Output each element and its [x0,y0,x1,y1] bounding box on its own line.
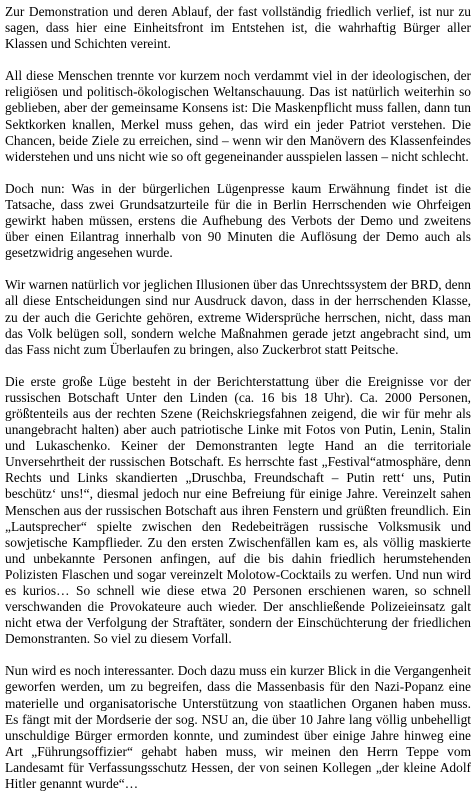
paragraph-4: Wir warnen natürlich vor jeglichen Illusionen über das Unrechtssystem der BRD, denn all diese Entscheidungen sind nur Ausdruck davon, dass in der herrschenden Klasse, zu der auch die Gerichte gehören, extreme Widersprüche herrschen, nicht, dass man das Volk belügen soll, sondern welche Maßnahmen gerade jetzt angebracht sind, um das Fass nicht zum Überlaufen zu bringen, also Zuckerbrot statt Peitsche. [5,277,471,357]
paragraph-3: Doch nun: Was in der bürgerlichen Lügenpresse kaum Erwähnung findet ist die Tatsache, dass zwei Grundsatzurteile für die in Berlin Herrschenden wie Ohrfeigen gewirkt haben müssen, erstens die Aufhebung des Verbots der Demo und zweitens über einen Eilantrag innerhalb von 90 Minuten die Auflösung der Demo auch als gesetzwidrig angesehen wurde. [5,180,471,261]
paragraph-5: Die erste große Lüge besteht in der Berichterstattung über die Ereignisse vor der russischen Botschaft Unter den Linden (ca. 16 bis 18 Uhr). Ca. 2000 Personen, größtenteils aus der rechten Szene (Reichskriegsfahnen zeigend, die wir für mehr als unangebracht halten) aber auch patriotische Linke mit Fotos von Putin, Lenin, Stalin und Lukaschenko. Keiner der Demonstranten legte Hand an die territoriale Unversehrtheit der russischen Botschaft. Es herrschte fast „Festival“atmosphäre, denn Rechts und Links skandierten „Druschba, Freundschaft – Putin rett‘ uns, Putin beschütz‘ uns!“, diesmal jedoch nur eine Befreiung für einige Jahre. Vereinzelt sahen Menschen aus der russischen Botschaft aus ihren Fenstern und grüßten freundlich. Ein „Lautsprecher“ spielte zwischen den Redebeiträgen russische Volksmusik und sowjetische Kampflieder. Zu den ersten Zwischenfällen kam es, als völlig maskierte und unbekannte Personen anfingen, auf die bis dahin friedlich herumstehenden Polizisten Flaschen und sogar vereinzelt Molotow-Cocktails zu werfen. Und nun wird es kurios… So schnell wie diese etwa 20 Personen erschienen waren, so schnell verschwanden die Provokateure auch wieder. Der anschließende Polizeieinsatz galt nicht etwa der Verfolgung der Straftäter, sondern der Einschüchterung der friedlichen Demonstranten. So viel zu diesem Vorfall. [5,373,471,647]
paragraph-6: Nun wird es noch interessanter. Doch dazu muss ein kurzer Blick in die Vergangenheit geworfen werden, um zu begreifen, dass die Massenbasis für den Nazi-Popanz eine materielle und organisatorische Unterstützung von staatlichen Organen haben muss. Es fängt mit der Mordserie der sog. NSU an, die über 10 Jahre lang völlig unbehelligt unschuldige Bürger ermorden konnte, und zumindest über einige Jahre hinweg eine Art „Führungsoffizier“ gehabt haben muss, wir meinen den Herrn Teppe vom Landesamt für Verfassungsschutz Hessen, der von seinen Kollegen „der kleine Adolf Hitler genannt wurde“… [5,663,471,792]
paragraph-1: Zur Demonstration und deren Ablauf, der fast vollständig friedlich verlief, ist nur zu sagen, dass hier eine Einheitsfront im Entstehen ist, die wahrhaftig Bürger aller Klassen und Schichten vereint. [5,4,471,52]
paragraph-2: All diese Menschen trennte vor kurzem noch verdammt viel in der ideologischen, der religiösen und politisch-ökologischen Weltanschauung. Das ist natürlich weiterhin so geblieben, aber der gemeinsame Konsens ist: Die Maskenpflicht muss fallen, dann tun Sektkorken knallen, Merkel muss gehen, das wird ein jeder Patriot verstehen. Die Chancen, beide Ziele zu erreichen, sind – wenn wir den Manövern des Klassenfeindes widerstehen und uns nicht wie so oft gegeneinander ausspielen lassen – nicht schlecht. [5,68,471,164]
